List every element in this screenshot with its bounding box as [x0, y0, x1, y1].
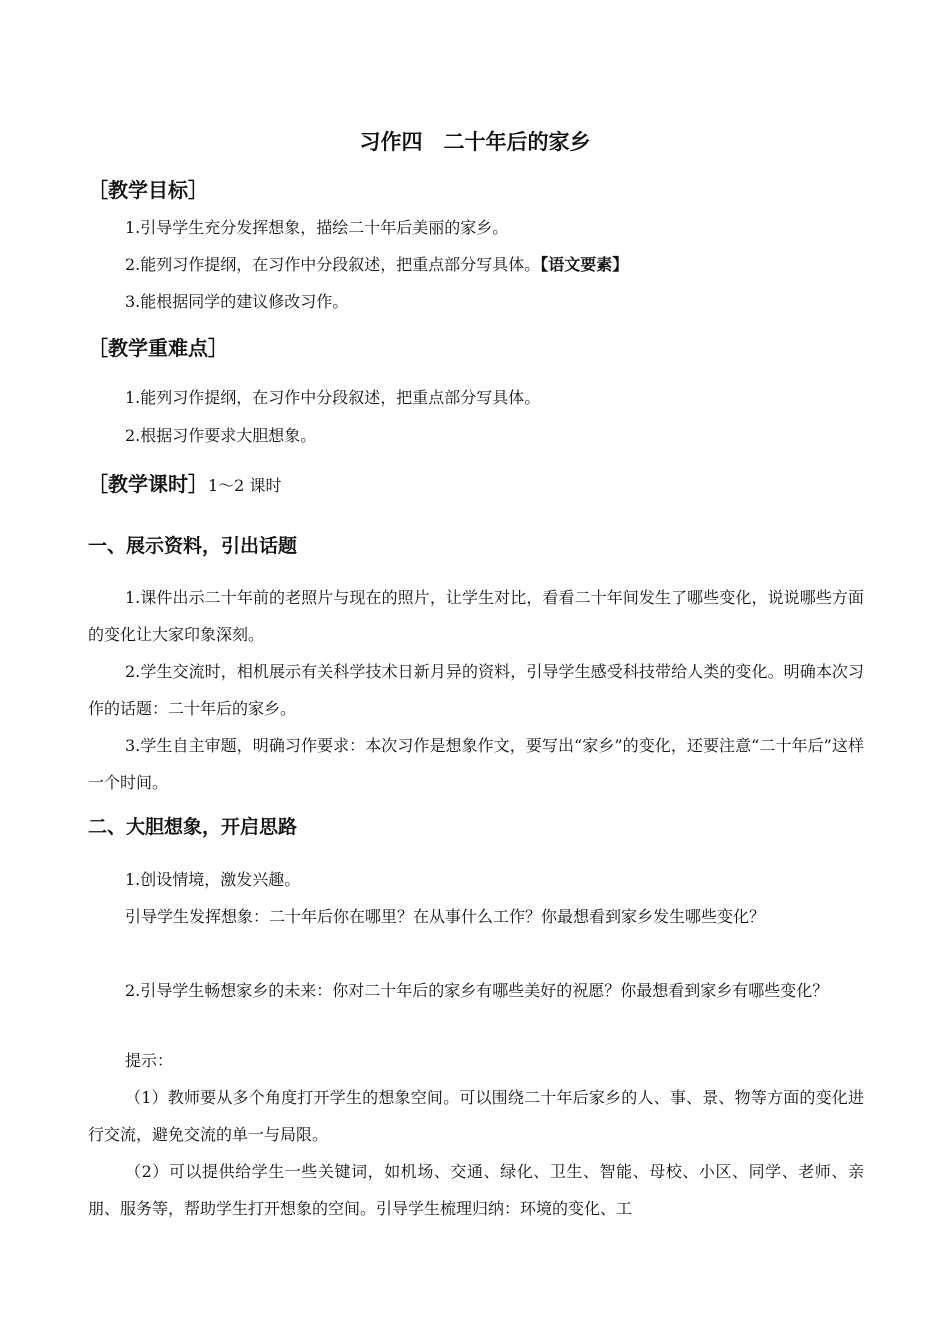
paragraph: （1）教师要从多个角度打开学生的想象空间。可以围绕二十年后家乡的人、事、景、物等方面的变化进行交流，避免交流的单一与局限。: [88, 1088, 864, 1144]
hours-value: 1～2 课时: [208, 476, 282, 495]
paragraph: 提示：: [125, 1051, 174, 1070]
paragraph: 2.学生交流时，相机展示有关科学技术日新月异的资料，引导学生感受科技带给人类的变化。明确本次习作的话题：二十年后的家乡。: [88, 662, 864, 718]
key-point-item: 1.能列习作提纲，在习作中分段叙述，把重点部分写具体。: [125, 388, 541, 407]
paragraph: 2.引导学生畅想家乡的未来：你对二十年后的家乡有哪些美好的祝愿？你最想看到家乡有哪些变化？: [125, 981, 829, 1000]
paragraph: 引导学生发挥想象：二十年后你在哪里？在从事什么工作？你最想看到家乡发生哪些变化？: [125, 907, 766, 926]
hours-label: [88, 469, 281, 501]
objectives-label-text: ［教学目标］: [88, 178, 208, 202]
section-heading: 一、展示资料，引出话题: [88, 535, 298, 557]
key-points-label: [88, 333, 228, 363]
paragraph: 3.学生自主审题，明确习作要求：本次习作是想象作文，要写出“家乡”的变化，还要注意“二十年后”这样一个时间。: [88, 736, 864, 792]
key-points-label-text: ［教学重难点］: [88, 336, 228, 360]
language-element-tag: 【语文要素】: [540, 255, 629, 274]
objectives-label: [88, 175, 208, 205]
paragraph: （2）可以提供给学生一些关键词，如机场、交通、绿化、卫生、智能、母校、小区、同学、老师、亲朋、服务等，帮助学生打开想象的空间。引导学生梳理归纳：环境的变化、工: [88, 1162, 864, 1218]
objective-item: 3.能根据同学的建议修改习作。: [125, 292, 349, 311]
page-title: 习作四 二十年后的家乡: [359, 130, 591, 154]
hours-label-text: ［教学课时］: [88, 472, 208, 496]
section-heading: 二、大胆想象，开启思路: [88, 816, 298, 838]
objective-item: [125, 250, 628, 280]
key-point-item: 2.根据习作要求大胆想象。: [125, 426, 317, 445]
objective-item: 1.引导学生充分发挥想象，描绘二十年后美丽的家乡。: [125, 218, 509, 237]
paragraph: 1.创设情境，激发兴趣。: [125, 870, 301, 889]
objective-item-text: 2.能列习作提纲，在习作中分段叙述，把重点部分写具体。: [125, 255, 541, 274]
paragraph: 1.课件出示二十年前的老照片与现在的照片，让学生对比，看看二十年间发生了哪些变化，说说哪些方面的变化让大家印象深刻。: [88, 588, 864, 644]
